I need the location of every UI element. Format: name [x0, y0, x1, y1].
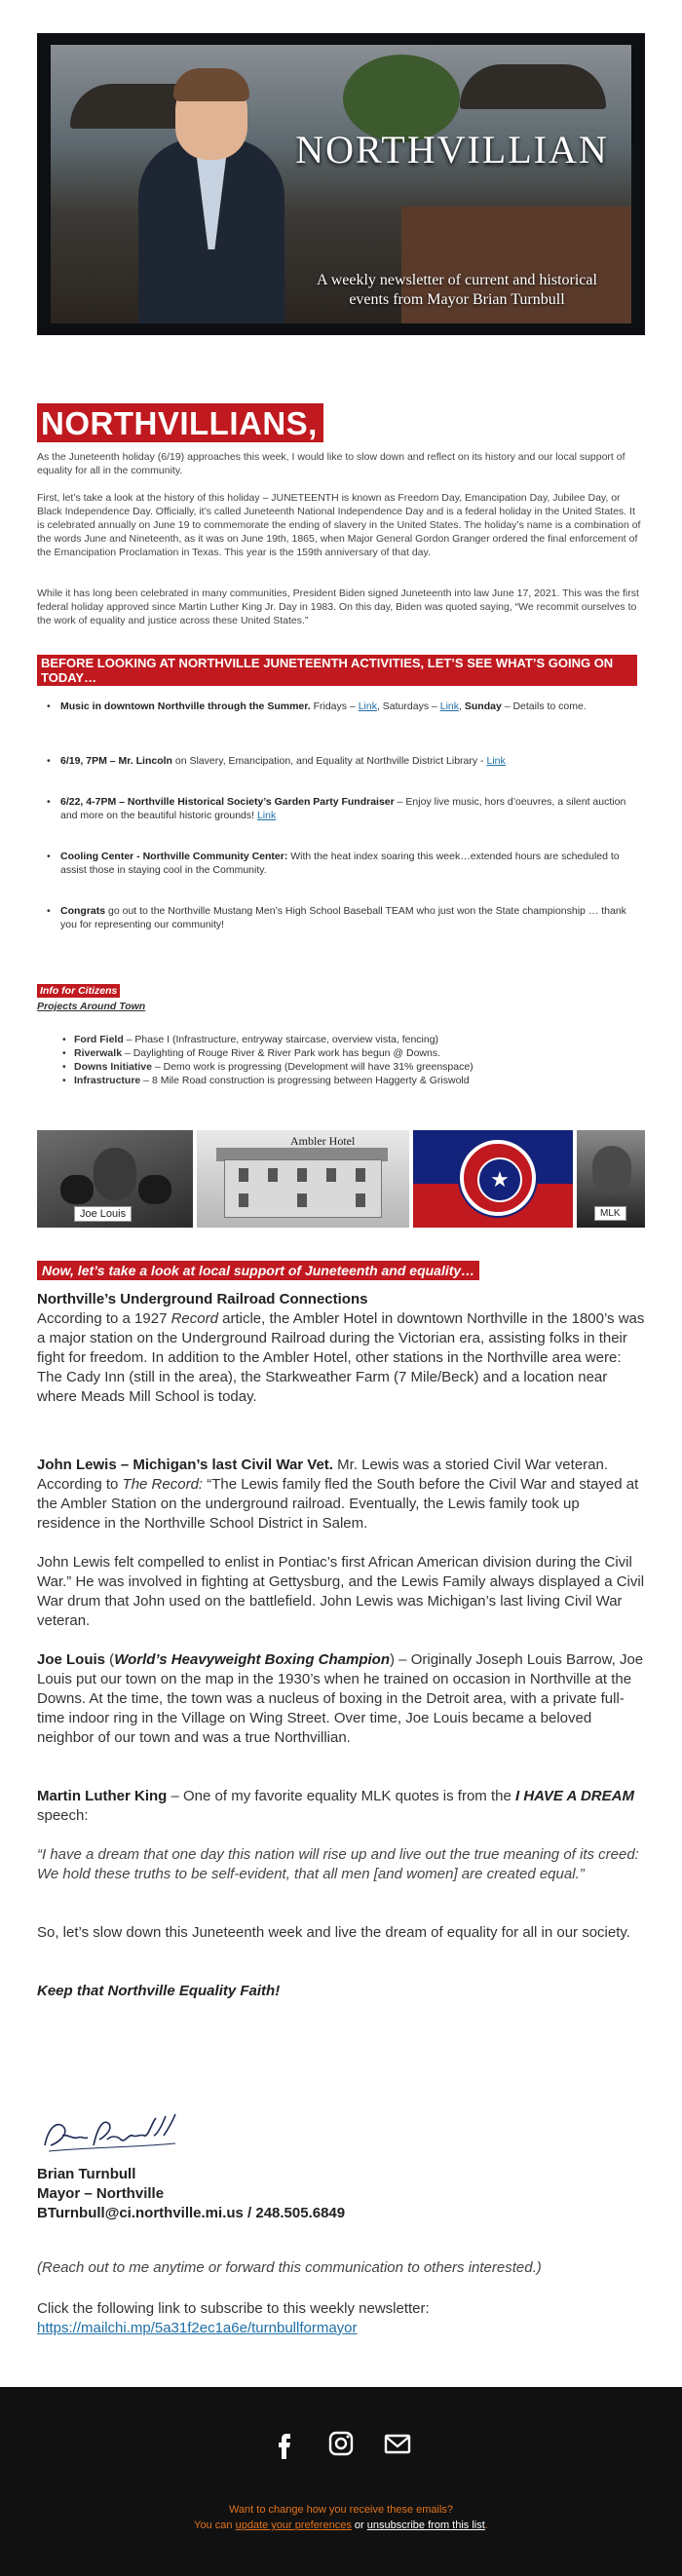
louis-title: Joe Louis	[37, 1651, 106, 1668]
signer-title: Mayor – Northville	[37, 2185, 165, 2202]
activity-text: ,	[459, 701, 465, 712]
subscribe-link[interactable]: https://mailchi.mp/5a31f2ec1a6e/turnbullformayor	[37, 2320, 358, 2336]
mlk-title: Martin Luther King	[37, 1788, 168, 1804]
projects-title: Projects Around Town	[37, 1001, 146, 1012]
music-friday-link[interactable]: Link	[358, 701, 377, 712]
mlk-quote: “I have a dream that one day this nation will rise up and live out the true meaning of its creed: We hold these truths to be self-evident, that all men [and women] are created equal.”	[37, 1846, 639, 1882]
lewis-paragraph-2: John Lewis felt compelled to enlist in Pontiac’s first African American division during the Civil War.” He was involved in fighting at Gettysburg, and the Lewis Family always displayed a Civil War drum that John used on the battlefield. John Lewis was Michigan’s last living Civil War veteran.	[37, 1554, 645, 1629]
activity-item-garden-party	[60, 795, 645, 822]
louis-text: – Originally Joseph Louis Barrow, Joe Louis put our town on the map in the 1930’s when he trained on occasion in Northville at the Downs. At the time, the town was a nucleus of boxing in the Detroit area, with a private full-time indoor ring in the Village on Wing Street. Over time, Joe Louis became a beloved neighbor of our town and was a true Northvillian.	[37, 1651, 644, 1746]
footer-question: Want to change how you receive these emails?	[228, 2504, 454, 2516]
juneteenth-seal-graphic	[413, 1130, 573, 1228]
facebook-icon[interactable]	[267, 2426, 302, 2461]
mlk-caption: MLK	[594, 1206, 626, 1221]
greeting-heading: NORTHVILLIANS,	[37, 403, 323, 442]
subscribe-text: Click the following link to subscribe to this weekly newsletter:	[37, 2300, 430, 2317]
intro-paragraph-2: First, let’s take a look at the history of this holiday – JUNETEENTH is known as Freedom Day, Emancipation Day, Jubilee Day, or Black Independence Day. Officially, it’s called Juneteenth National Independence Day and is a federal holiday in the United States. It is celebrated annually on June 19 to commemorate the ending of slavery in the United States. The holiday’s name is a combination of the words June and Nineteenth, as it was on June 19th, 1865, when Major General Gordon Granger ordered the final enforcement of the Emancipation Proclamation in Texas. This year is the 159th anniversary of that day.	[37, 492, 641, 558]
umbrella-graphic	[460, 64, 606, 109]
unsubscribe-link[interactable]: unsubscribe from this list	[366, 2519, 485, 2531]
louis-subtitle: World’s Heavyweight Boxing Champion	[114, 1651, 391, 1668]
mlk-photo	[577, 1130, 645, 1228]
music-saturday-link[interactable]: Link	[439, 701, 460, 712]
activity-text: , Saturdays –	[376, 701, 440, 712]
star-icon: ★	[490, 1167, 510, 1192]
project-text: – Daylighting of Rouge River & River Park work has begun @ Downs.	[122, 1047, 441, 1059]
record-title: The Record:	[122, 1476, 204, 1493]
project-name: Riverwalk	[74, 1047, 123, 1059]
louis-paragraph: Joe Louis (World’s Heavyweight Boxing Champion) – Originally Joseph Louis Barrow, Joe Louis put our town on the map in the 1930’s when he trained on occasion in Northville at the Downs. At the time, the town was a nucleus of boxing in the Detroit area, with a private full-time indoor ring in the Village on Wing Street. Over time, Joe Louis became a beloved neighbor of our town and was a true Northvillian.	[37, 1651, 644, 1746]
activity-bold: 6/22, 4-7PM – Northville Historical Society’s Garden Party Fundraiser	[60, 796, 395, 808]
activity-text: go out to the Northville Mustang Men’s High School Baseball TEAM who just won the State championship … thank you for representing our community!	[60, 905, 626, 930]
window-graphic	[268, 1168, 278, 1182]
project-text: – Phase I (Infrastructure, entryway staircase, overview vista, fencing)	[123, 1034, 439, 1045]
footer-preferences	[0, 2519, 682, 2531]
intro-paragraph-3: While it has long been celebrated in many communities, President Biden signed Juneteenth into law June 17, 2021. This was the first federal holiday approved since Martin Luther King Jr. Day in 1983. On this day, Biden was quoted saying, “We recommit ourselves to the work of equality and justice across these United States.”	[37, 587, 639, 626]
window-graphic	[356, 1168, 365, 1182]
mlk-text: – One of my favorite equality MLK quotes is from the	[167, 1788, 515, 1804]
photo-strip	[37, 1130, 645, 1228]
email-footer	[0, 2387, 682, 2576]
closing-paragraph: So, let’s slow down this Juneteenth week and live the dream of equality for all in our society.	[37, 1924, 630, 1941]
footer-text: You can	[194, 2519, 236, 2531]
signer-name: Brian Turnbull	[37, 2166, 136, 2182]
project-item	[74, 1060, 639, 1074]
reach-out-note: (Reach out to me anytime or forward this communication to others interested.)	[37, 2259, 542, 2276]
ambler-hotel-photo	[197, 1130, 409, 1228]
info-tag: Info for Citizens	[37, 984, 120, 998]
header-banner	[37, 33, 645, 335]
hair-graphic	[173, 68, 249, 101]
activity-item-congrats	[60, 904, 645, 931]
masthead-tagline: A weekly newsletter of current and historical events from Mayor Brian Turnbull	[317, 272, 597, 308]
ambler-hotel-caption: Ambler Hotel	[290, 1134, 356, 1148]
lewis-text: Mr. Lewis was a storied Civil War veteran. According to	[37, 1457, 609, 1493]
building-graphic	[224, 1159, 382, 1218]
signature-block	[37, 2165, 345, 2223]
footer-text: or	[351, 2519, 367, 2531]
intro-paragraph-1: As the Juneteenth holiday (6/19) approaches this week, I would like to slow down and reflect on its history and our local support of equality for all in the community.	[37, 451, 625, 476]
window-graphic	[326, 1168, 336, 1182]
glove-graphic	[60, 1175, 94, 1204]
activity-text: – Details to come.	[501, 701, 587, 712]
garden-party-link[interactable]: Link	[256, 810, 277, 821]
project-text: – 8 Mile Road construction is progressing between Haggerty & Griswold	[140, 1075, 470, 1086]
instagram-icon[interactable]	[323, 2426, 359, 2461]
juneteenth-seal	[460, 1140, 536, 1216]
support-heading: Now, let’s take a look at local support of Juneteenth and equality…	[37, 1261, 479, 1280]
seal-center	[477, 1157, 522, 1202]
project-text: – Demo work is progressing (Development will have 31% greenspace)	[151, 1061, 474, 1073]
activity-text: Fridays –	[310, 701, 359, 712]
activity-item-cooling-center	[60, 850, 645, 877]
activity-bold: Music in downtown Northville through the Summer.	[60, 701, 311, 712]
railroad-text: article, the Ambler Hotel in downtown Northville in the 1800’s was a major station on the Underground Railroad during the Victorian era, assisting folks in their fight for freedom. In addition to the Ambler Hotel, other stations in the Northville area were: The Cady Inn (still in the area), the Starkweather Farm (7 Mile/Beck) and a location near where Meads Mill School is today.	[37, 1310, 645, 1405]
signer-contact[interactable]: BTurnbull@ci.northville.mi.us / 248.505.6849	[37, 2205, 346, 2221]
lewis-text: “The Lewis family fled the South before the Civil War and stayed at the Ambler Station on the underground railroad. Eventually, the Lewis family took up residence in the Northville School District in Salem.	[37, 1476, 639, 1532]
window-graphic	[239, 1168, 248, 1182]
railroad-paragraph	[37, 1290, 645, 1407]
speech-title: I HAVE A DREAM	[515, 1788, 634, 1804]
boxer-graphic	[94, 1148, 136, 1200]
railroad-text: According to a 1927	[37, 1310, 171, 1327]
mlk-paragraph	[37, 1787, 645, 1826]
masthead-title: NORTHVILLIAN	[295, 128, 609, 171]
window-graphic	[239, 1193, 248, 1207]
activity-text: With the heat index soaring this week…extended hours are scheduled to assist those in staying cool in the Community.	[60, 851, 620, 876]
project-name: Downs Initiative	[74, 1061, 152, 1073]
project-item	[74, 1046, 639, 1060]
portrait-graphic	[592, 1146, 631, 1194]
window-graphic	[297, 1168, 307, 1182]
activity-bold: Sunday	[464, 701, 502, 712]
window-graphic	[297, 1193, 307, 1207]
window-graphic	[356, 1193, 365, 1207]
activity-item-lincoln	[60, 754, 645, 768]
signature-graphic	[39, 2106, 185, 2161]
activity-text: on Slavery, Emancipation, and Equality at Northville District Library -	[171, 755, 487, 767]
joe-louis-photo	[37, 1130, 193, 1228]
project-name: Ford Field	[74, 1034, 124, 1045]
lewis-paragraph	[37, 1456, 645, 1534]
glove-graphic	[138, 1175, 171, 1204]
activity-text: – Enjoy live music, hors d’oeuvres, a silent auction and more on the beautiful historic grounds!	[60, 796, 626, 821]
mlk-text: speech:	[37, 1807, 89, 1824]
railroad-title: Northville’s Underground Railroad Connections	[37, 1291, 368, 1307]
faith-line: Keep that Northville Equality Faith!	[37, 1983, 281, 1999]
activity-item-music	[60, 700, 645, 713]
lincoln-link[interactable]: Link	[486, 755, 506, 767]
activity-bold: 6/19, 7PM – Mr. Lincoln	[60, 755, 172, 767]
project-item	[74, 1033, 639, 1046]
project-item	[74, 1074, 639, 1087]
footer-text: .	[484, 2519, 488, 2531]
joe-louis-caption: Joe Louis	[74, 1206, 132, 1222]
activities-heading: BEFORE LOOKING AT NORTHVILLE JUNETEENTH ACTIVITIES, LET’S SEE WHAT’S GOING ON TODAY…	[37, 655, 637, 686]
project-name: Infrastructure	[74, 1075, 141, 1086]
email-icon[interactable]	[380, 2426, 415, 2461]
update-preferences-link[interactable]: update your preferences	[235, 2519, 352, 2531]
activity-bold: Congrats	[60, 905, 106, 917]
record-title: Record	[170, 1310, 218, 1327]
lewis-title: John Lewis – Michigan’s last Civil War Vet.	[37, 1457, 333, 1473]
activity-bold: Cooling Center - Northville Community Center:	[60, 851, 288, 862]
